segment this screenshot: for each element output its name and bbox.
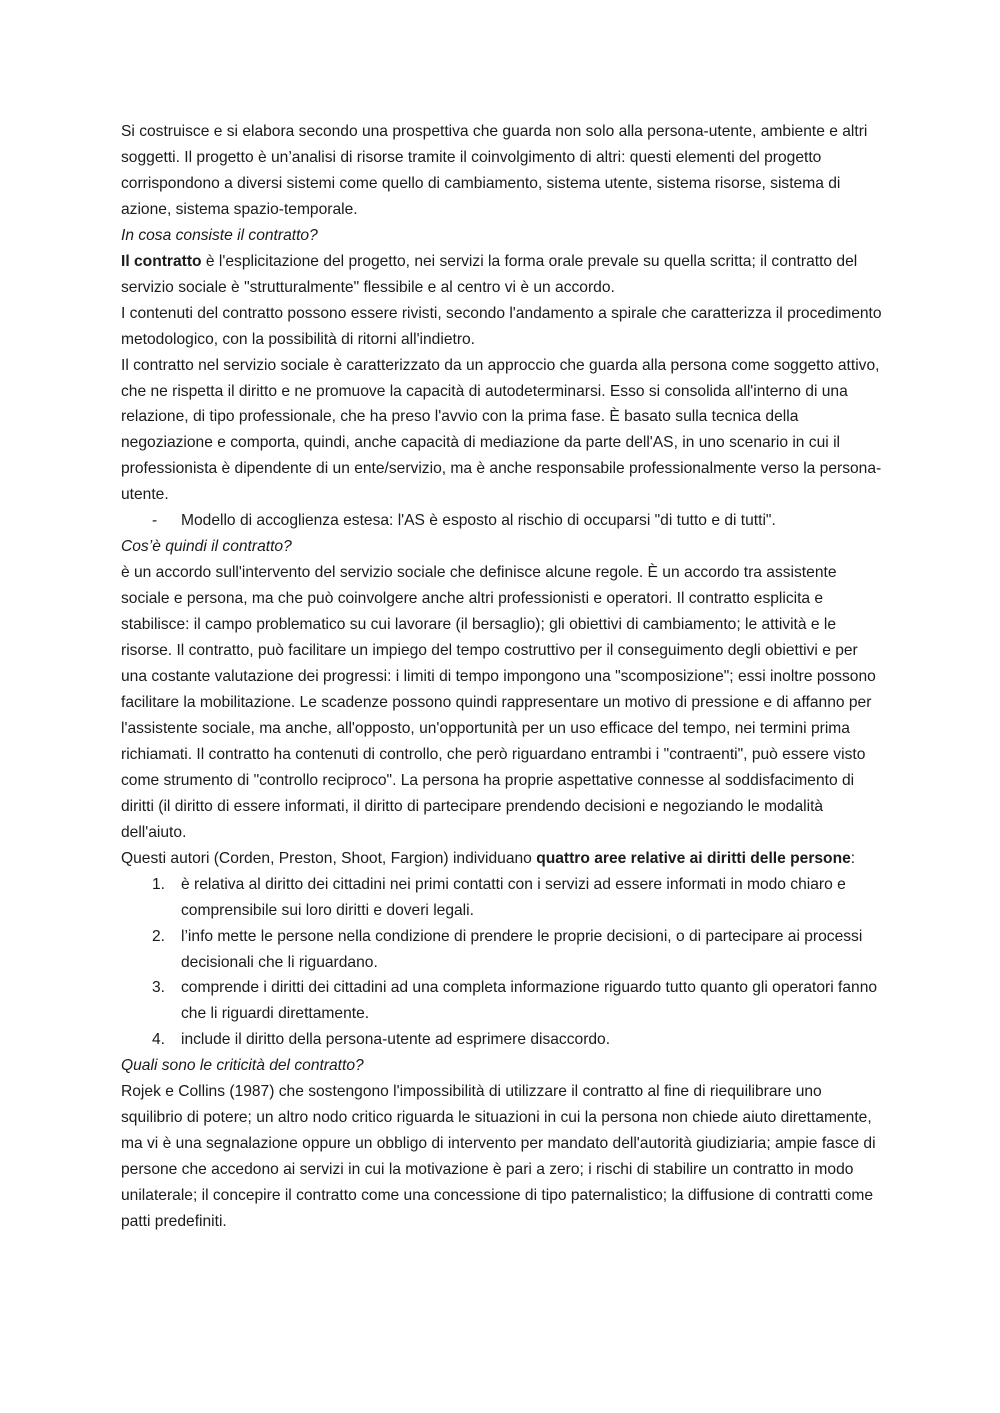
list-item-text: l’info mette le persone nella condizione di prendere le proprie decisioni, o di partecipare ai processi decisionali che li riguardano. xyxy=(181,927,863,971)
list-item xyxy=(121,924,883,976)
authors-bold-phrase: quattro aree relative ai diritti delle persone xyxy=(536,849,851,867)
criticism-paragraph: Rojek e Collins (1987) che sostengono l'impossibilità di utilizzare il contratto al fine di riequilibrare uno squilibrio di potere; un altro nodo critico riguarda le situazioni in cui la persona non chiede aiuto direttamente, ma vi è una segnalazione oppure un obbligo di intervento per mandato dell'autorità giudiziaria; ampie fasce di persone che accedono ai servizi in cui la motivazione è pari a zero; i rischi di stabilire un contratto in modo unilaterale; il concepire il contratto come una concessione di tipo paternalistico; la diffusione di contratti come patti predefiniti. xyxy=(121,1083,876,1231)
list-item-text: include il diritto della persona-utente ad esprimere disaccordo. xyxy=(181,1031,611,1049)
list-item xyxy=(121,975,883,1027)
dash-list xyxy=(121,508,883,534)
dash-marker: - xyxy=(152,512,158,530)
agreement-paragraph: è un accordo sull'intervento del servizio sociale che definisce alcune regole. È un accordo tra assistente sociale e persona, ma che può coinvolgere anche altri professionisti e operatori. Il contratto esplicita e stabilisce: il campo problematico su cui lavorare (il bersaglio); gli obiettivi di cambiamento; le attività e le risorse. Il contratto, può facilitare un impiego del tempo costruttivo per il conseguimento degli obiettivi e per una costante valutazione dei progressi: i limiti di tempo impongono una "scomposizione"; essi inoltre possono facilitare la mobilitazione. Le scadenze possono quindi rappresentare un motivo di pressione e di affanno per l'assistente sociale, ma anche, all'opposto, un'opportunità per un uso efficace del tempo, nei termini prima richiamati. Il contratto ha contenuti di controllo, che però riguardano entrambi i "contraenti", può essere visto come strumento di "controllo reciproco". La persona ha proprie aspettative connesse al soddisfacimento di diritti (il diritto di essere informati, il diritto di partecipare prendendo decisioni e negoziando le modalità dell'aiuto. xyxy=(121,564,876,841)
question-heading-3: Quali sono le criticità del contratto? xyxy=(121,1057,364,1075)
list-item-text: è relativa al diritto dei cittadini nei primi contatti con i servizi ad essere informati in modo chiaro e comprensibile sui loro diritti e doveri legali. xyxy=(181,875,846,919)
intro-paragraph: Si costruisce e si elabora secondo una prospettiva che guarda non solo alla persona-utente, ambiente e altri soggetti. Il progetto è un’analisi di risorse tramite il coinvolgimento di altri: questi elementi del progetto corrispondono a diversi sistemi come quello di cambiamento, sistema utente, sistema risorse, sistema di azione, sistema spazio-temporale. xyxy=(121,123,868,218)
authors-paragraph xyxy=(121,846,883,872)
list-item-text: comprende i diritti dei cittadini ad una completa informazione riguardo tutto quanto gli operatori fanno che li riguardi direttamente. xyxy=(181,979,878,1023)
list-number: 2. xyxy=(152,927,166,945)
list-number: 1. xyxy=(152,875,166,893)
list-item xyxy=(121,508,883,534)
list-item xyxy=(121,1027,883,1053)
contract-definition-paragraph xyxy=(121,249,883,301)
rights-list xyxy=(121,872,883,1054)
question-heading-1: In cosa consiste il contratto? xyxy=(121,226,318,244)
authors-colon: : xyxy=(850,849,856,867)
list-item xyxy=(121,872,883,924)
authors-intro: Questi autori (Corden, Preston, Shoot, Fargion) individuano xyxy=(121,849,537,867)
contents-paragraph: I contenuti del contratto possono essere rivisti, secondo l'andamento a spirale che caratterizza il procedimento metodologico, con la possibilità di ritorni all'indietro. xyxy=(121,304,882,348)
approach-paragraph: Il contratto nel servizio sociale è caratterizzato da un approccio che guarda alla persona come soggetto attivo, che ne rispetta il diritto e ne promuove la capacità di autodeterminarsi. Esso si consolida all'interno di una relazione, di tipo professionale, che ha preso l'avvio con la prima fase. È basato sulla tecnica della negoziazione e comporta, quindi, anche capacità di mediazione da parte dell'AS, in uno scenario in cui il professionista è dipendente di un ente/servizio, ma è anche responsabile professionalmente verso la persona-utente. xyxy=(121,356,882,504)
contract-term: Il contratto xyxy=(121,252,202,270)
list-item-text: Modello di accoglienza estesa: l'AS è esposto al rischio di occuparsi "di tutto e di tutti". xyxy=(181,512,776,530)
question-heading-2: Cos’è quindi il contratto? xyxy=(121,538,292,556)
list-number: 4. xyxy=(152,1031,166,1049)
contract-definition-text: è l'esplicitazione del progetto, nei servizi la forma orale prevale su quella scritta; il contratto del servizio sociale è "strutturalmente" flessibile e al centro vi è un accordo. xyxy=(121,252,858,296)
list-number: 3. xyxy=(152,979,166,997)
document-body xyxy=(121,119,883,1235)
